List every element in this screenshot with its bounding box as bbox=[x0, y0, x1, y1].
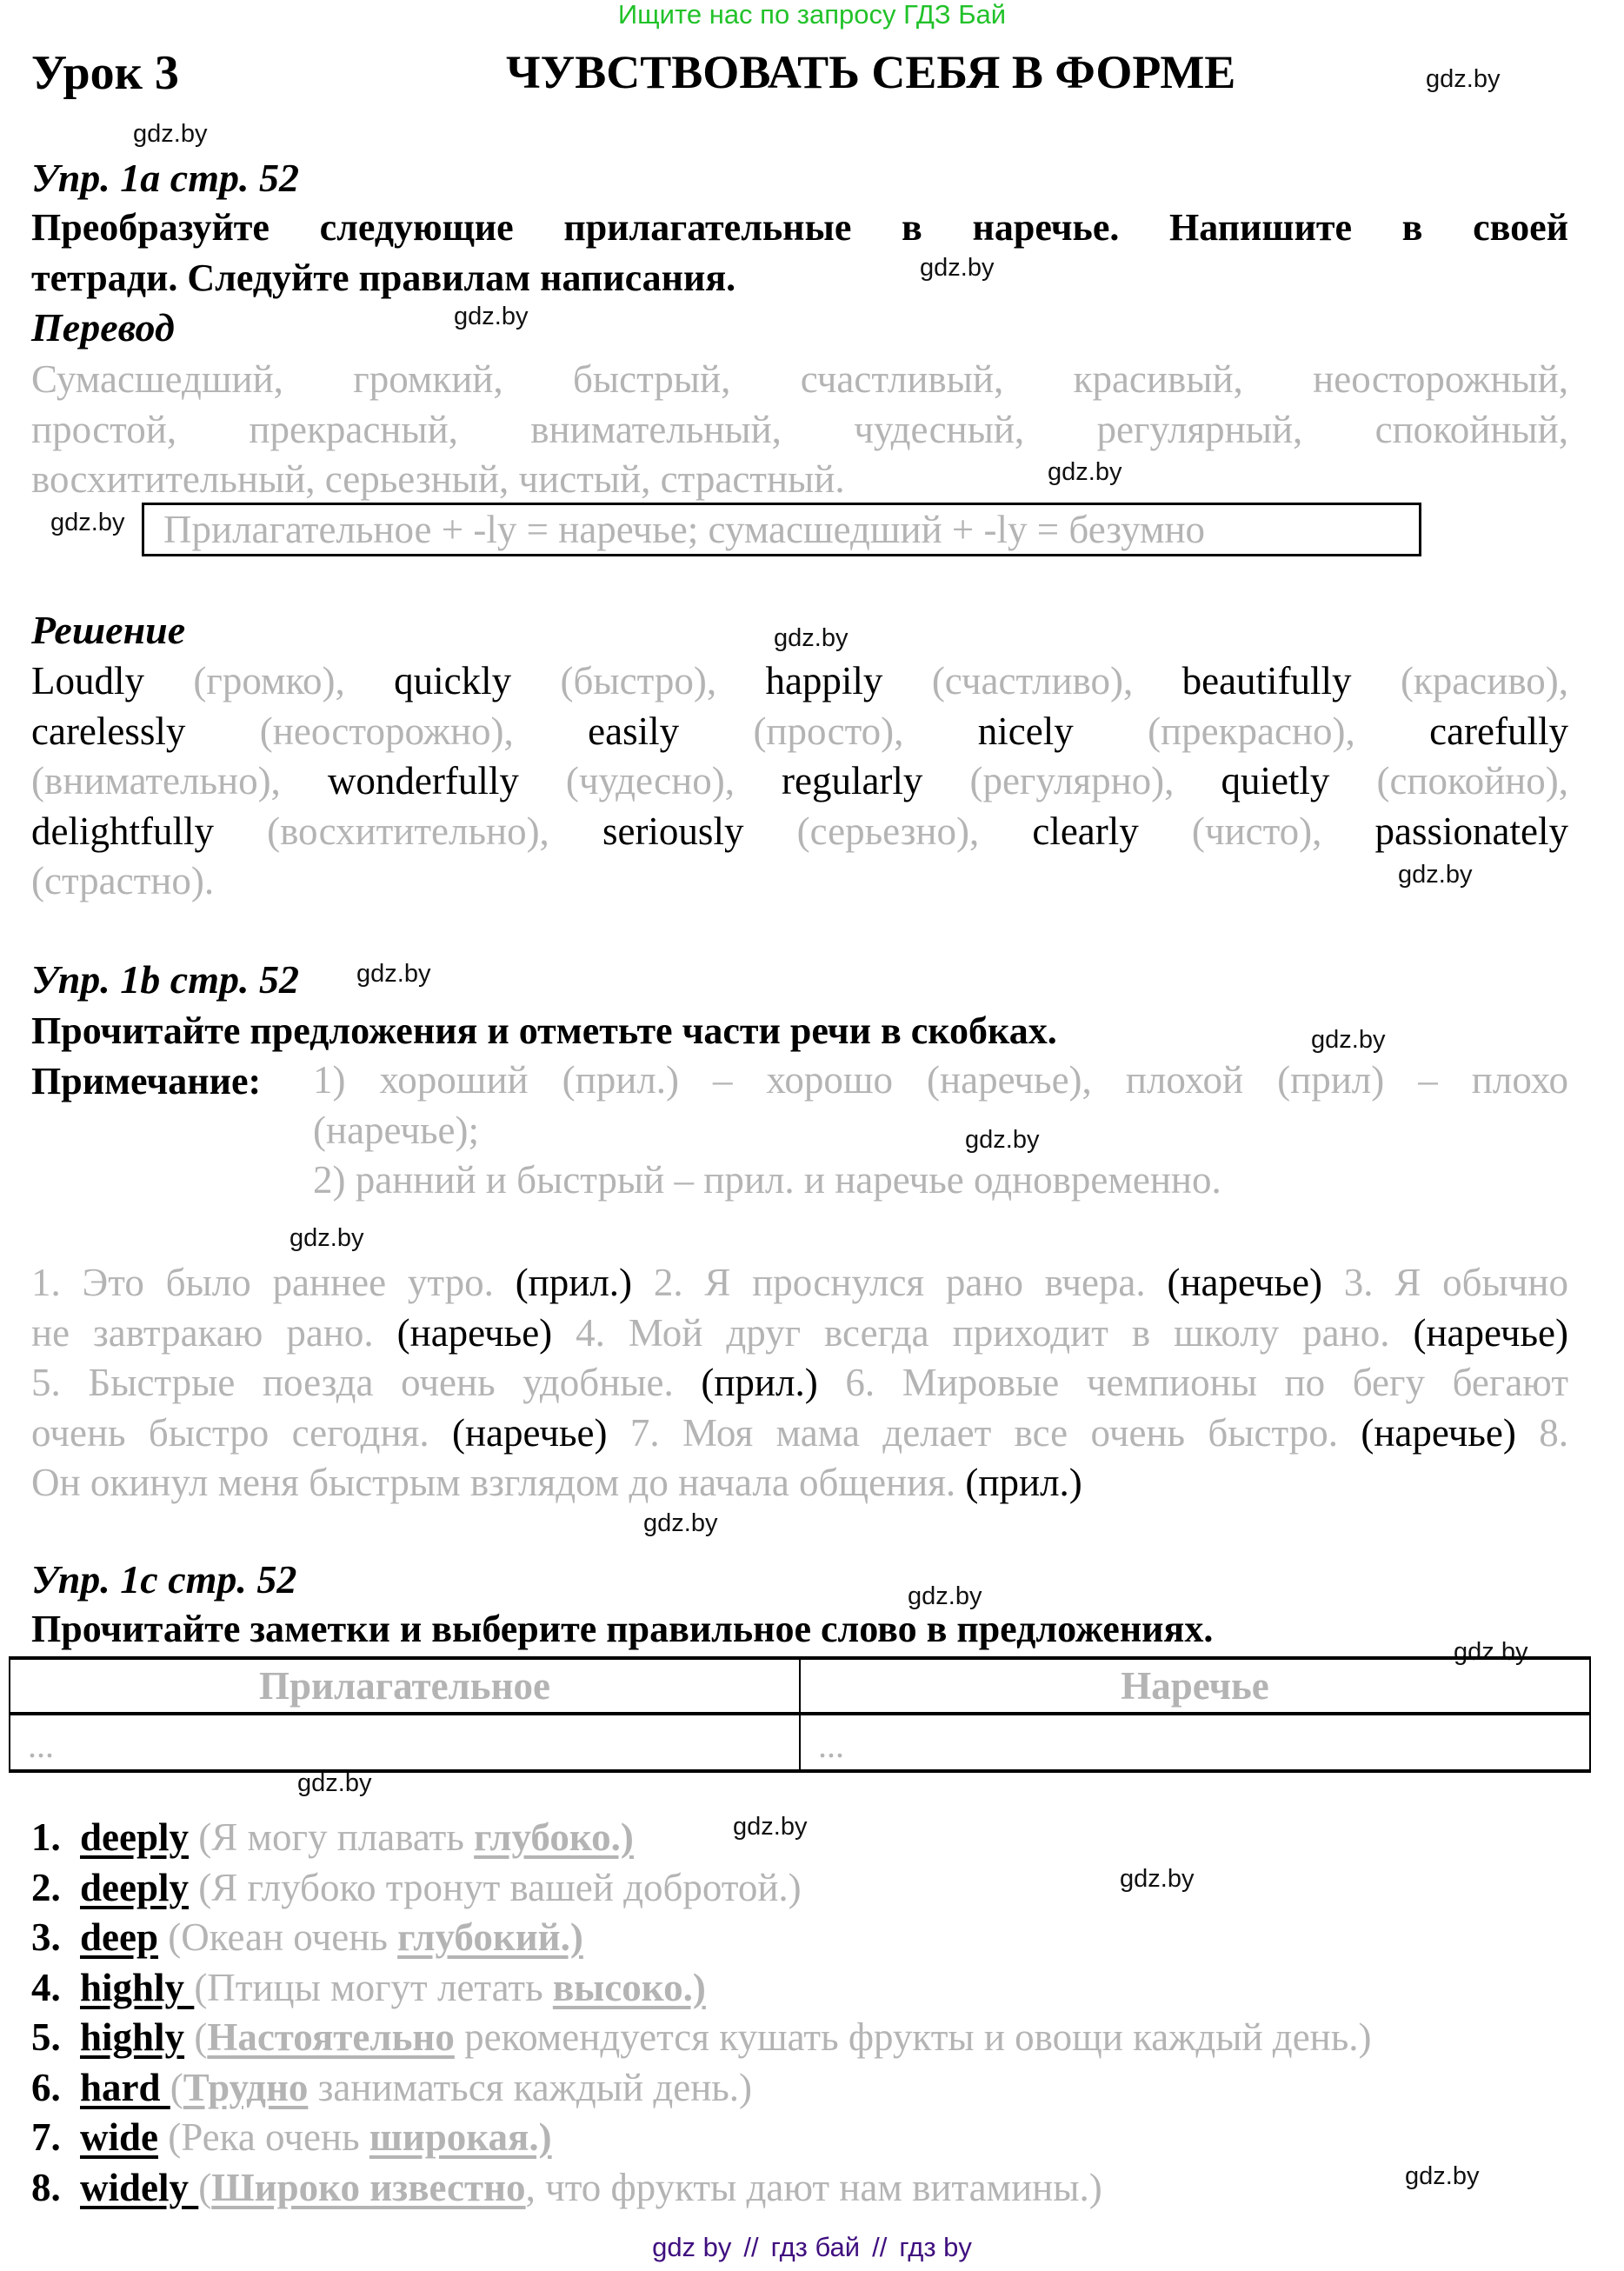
example-text: , что фрукты дают нам витамины.) bbox=[525, 2165, 1102, 2209]
example-text: (Океан очень bbox=[168, 1915, 398, 1959]
hint-text: Он окинул меня быстрым взглядом до начала общения. bbox=[31, 1461, 966, 1504]
exercise-1a-task-line: Преобразуйте следующие прилагательные в наречье. Напишите в своей bbox=[31, 206, 1568, 249]
answer-item bbox=[31, 1913, 1372, 1963]
answer-word: nicely bbox=[977, 709, 1074, 753]
highlighted-word: Широко известно bbox=[211, 2165, 526, 2209]
separator: // bbox=[872, 2232, 888, 2262]
hint-text: 4. Мой друг всегда приходит в школу рано. bbox=[552, 1310, 1414, 1355]
highlighted-word: широкая.) bbox=[369, 2115, 552, 2159]
table-header-adjective: Прилагательное bbox=[10, 1658, 800, 1714]
watermark: gdz.by bbox=[1426, 65, 1501, 93]
hint-text: очень быстро сегодня. bbox=[31, 1410, 452, 1455]
watermark: gdz.by bbox=[1048, 458, 1122, 486]
answer-word: Loudly bbox=[31, 659, 144, 703]
exercise-1c-heading: Упр. 1c стр. 52 bbox=[31, 1557, 297, 1602]
page-title: ЧУВСТВОВАТЬ СЕБЯ В ФОРМЕ bbox=[506, 46, 1236, 98]
answer-word: easily bbox=[588, 709, 680, 753]
watermark: gdz.by bbox=[297, 1769, 372, 1797]
hint-text: 5. Быстрые поезда очень удобные. bbox=[31, 1361, 702, 1404]
text-line bbox=[31, 856, 1568, 907]
answer-word: regularly bbox=[782, 759, 923, 803]
hint-text: (прекрасно), bbox=[1073, 709, 1430, 753]
answer-word: beautifully bbox=[1181, 659, 1352, 703]
watermark: gdz.by bbox=[1120, 1865, 1195, 1893]
hint-text: 6. Мировые чемпионы по бегу бегают bbox=[817, 1361, 1568, 1404]
answer-word: (наречье) bbox=[396, 1310, 553, 1355]
item-number: 3. bbox=[31, 1915, 61, 1959]
answer-word: wonderfully bbox=[327, 759, 519, 803]
text-line bbox=[31, 1258, 1568, 1309]
hint-text: (регулярно), bbox=[922, 759, 1221, 803]
answer-word: (наречье) bbox=[451, 1410, 608, 1455]
rule-text: Прилагательное + -ly = наречье; сумасшедший + -ly = безумно bbox=[163, 508, 1206, 551]
translation-heading: Перевод bbox=[31, 305, 175, 350]
watermark: gdz.by bbox=[133, 120, 208, 148]
parts-of-speech-table bbox=[9, 1656, 1591, 1773]
watermark: gdz.by bbox=[454, 303, 529, 330]
hint-text: 3. Я обычно bbox=[1321, 1261, 1568, 1304]
answer-word: (прил.) bbox=[701, 1361, 818, 1404]
answer-item bbox=[31, 2163, 1372, 2214]
text-line bbox=[31, 1458, 1568, 1508]
solution-heading: Решение bbox=[31, 608, 186, 652]
answers-list bbox=[31, 1813, 1372, 2213]
lesson-number: Урок 3 bbox=[31, 46, 179, 100]
hint-text: (чудесно), bbox=[518, 759, 782, 803]
item-number: 8. bbox=[31, 2165, 61, 2209]
translation-line: простой, прекрасный, внимательный, чудесный, регулярный, спокойный, bbox=[31, 407, 1568, 451]
example-text: (Я глубоко тронут вашей добротой.) bbox=[198, 1865, 802, 1909]
note-line: 1) хороший (прил.) – хорошо (наречье), плохой (прил) – плохо bbox=[313, 1058, 1568, 1102]
hint-text: 1. Это было раннее утро. bbox=[31, 1261, 516, 1304]
footer-link[interactable]: gdz by bbox=[652, 2232, 732, 2262]
answer-word: quickly bbox=[394, 659, 512, 703]
watermark: gdz.by bbox=[965, 1126, 1040, 1154]
text-line bbox=[31, 1409, 1568, 1459]
watermark: gdz.by bbox=[733, 1813, 808, 1841]
hint-text: (счастливо), bbox=[882, 659, 1182, 703]
watermark: gdz.by bbox=[1398, 861, 1473, 889]
translation-line: восхитительный, серьезный, чистый, страстный. bbox=[31, 457, 845, 501]
footer-link[interactable]: гдз by bbox=[899, 2232, 972, 2262]
sentences-text bbox=[31, 1258, 1568, 1508]
answer-word: delightfully bbox=[31, 809, 214, 853]
answer-word: deep bbox=[80, 1915, 158, 1959]
item-number: 1. bbox=[31, 1815, 61, 1859]
watermark: gdz.by bbox=[908, 1582, 982, 1610]
answer-word: happily bbox=[765, 659, 883, 703]
exercise-1a-task-line: тетради. Следуйте правилам написания. bbox=[31, 256, 736, 299]
search-banner[interactable]: Ищите нас по запросу ГДЗ Бай bbox=[617, 0, 1007, 30]
note-label: Примечание: bbox=[31, 1060, 262, 1102]
answer-word: (прил.) bbox=[965, 1461, 1082, 1504]
answer-item bbox=[31, 2113, 1372, 2163]
example-text: (Птицы могут летать bbox=[194, 1965, 553, 2009]
table-cell: ... bbox=[10, 1714, 800, 1771]
hint-text: (громко), bbox=[144, 659, 395, 703]
separator: // bbox=[743, 2232, 759, 2262]
item-number: 4. bbox=[31, 1965, 61, 2009]
note-line: (наречье); bbox=[313, 1108, 480, 1152]
hint-text: не завтракаю рано. bbox=[31, 1310, 397, 1355]
answer-word: wide bbox=[80, 2115, 158, 2159]
answer-word: carelessly bbox=[31, 709, 186, 753]
exercise-1c-task: Прочитайте заметки и выберите правильное слово в предложениях. bbox=[31, 1608, 1214, 1650]
answer-item bbox=[31, 1963, 1372, 2014]
answer-word: carefully bbox=[1429, 709, 1568, 753]
text-line bbox=[31, 756, 1568, 807]
highlighted-word: Трудно bbox=[183, 2065, 309, 2109]
hint-text: (страстно). bbox=[31, 859, 215, 902]
watermark: gdz.by bbox=[920, 254, 995, 282]
text-line bbox=[31, 807, 1568, 857]
hint-text: (восхитительно), bbox=[213, 809, 602, 853]
highlighted-word: глубоко.) bbox=[474, 1815, 634, 1859]
exercise-1b-task: Прочитайте предложения и отметьте части речи в скобках. bbox=[31, 1009, 1057, 1052]
text-line bbox=[31, 656, 1568, 707]
note-text bbox=[313, 1056, 1568, 1206]
answer-word: deeply bbox=[80, 1865, 190, 1909]
footer-links[interactable] bbox=[0, 2232, 1624, 2263]
text-line bbox=[31, 1309, 1568, 1359]
example-text: заниматься каждый день.) bbox=[308, 2065, 753, 2109]
answer-word: deeply bbox=[80, 1815, 190, 1859]
hint-text: (спокойно), bbox=[1329, 759, 1568, 803]
watermark: gdz.by bbox=[643, 1509, 718, 1537]
text-line bbox=[31, 1358, 1568, 1409]
hint-text: 7. Моя мама делает все очень быстро. bbox=[607, 1410, 1361, 1455]
exercise-1b-heading: Упр. 1b стр. 52 bbox=[31, 957, 300, 1002]
example-text: (Река очень bbox=[168, 2115, 369, 2159]
answer-word: quietly bbox=[1221, 759, 1330, 803]
answer-item bbox=[31, 1863, 1372, 1914]
rule-box bbox=[142, 503, 1421, 556]
note-line: 2) ранний и быстрый – прил. и наречье одновременно. bbox=[313, 1158, 1221, 1202]
highlighted-word: глубокий.) bbox=[397, 1915, 583, 1959]
example-text: ( bbox=[198, 2165, 212, 2209]
watermark: gdz.by bbox=[50, 509, 125, 536]
answer-word: highly bbox=[80, 2015, 185, 2059]
answer-item bbox=[31, 2013, 1372, 2063]
item-number: 5. bbox=[31, 2015, 61, 2059]
answer-item bbox=[31, 2063, 1372, 2114]
watermark: gdz.by bbox=[1311, 1026, 1386, 1054]
watermark: gdz.by bbox=[290, 1224, 364, 1252]
watermark: gdz.by bbox=[1405, 2162, 1480, 2190]
translation-line: Сумасшедший, громкий, быстрый, счастливый, красивый, неосторожный, bbox=[31, 357, 1568, 401]
table-cell: ... bbox=[800, 1714, 1590, 1771]
item-number: 2. bbox=[31, 1865, 61, 1909]
answer-word: highly bbox=[80, 1965, 195, 2009]
footer-link[interactable]: гдз бай bbox=[770, 2232, 861, 2262]
answer-word: (прил.) bbox=[515, 1261, 633, 1304]
hint-text: (просто), bbox=[679, 709, 978, 753]
example-text: ( bbox=[170, 2065, 183, 2109]
exercise-1a-heading: Упр. 1a стр. 52 bbox=[31, 156, 300, 200]
watermark: gdz.by bbox=[774, 624, 849, 652]
example-text: ( bbox=[194, 2015, 208, 2059]
answer-word: hard bbox=[80, 2065, 170, 2109]
hint-text: (быстро), bbox=[511, 659, 766, 703]
hint-text: (внимательно), bbox=[31, 759, 328, 803]
text-line bbox=[31, 707, 1568, 757]
answer-word: seriously bbox=[602, 809, 744, 853]
answer-word: (наречье) bbox=[1167, 1261, 1322, 1304]
table-header-adverb: Наречье bbox=[800, 1658, 1590, 1714]
solution-text bbox=[31, 656, 1568, 907]
answer-word: (наречье) bbox=[1413, 1310, 1568, 1355]
answer-item bbox=[31, 1813, 1372, 1863]
answer-word: widely bbox=[80, 2165, 199, 2209]
example-text: рекомендуется кушать фрукты и овощи каждый день.) bbox=[454, 2015, 1372, 2059]
highlighted-word: Настоятельно bbox=[207, 2015, 455, 2059]
translation-text bbox=[31, 355, 1568, 505]
hint-text: (неосторожно), bbox=[185, 709, 589, 753]
answer-word: passionately bbox=[1374, 809, 1568, 853]
item-number: 7. bbox=[31, 2115, 61, 2159]
highlighted-word: высоко.) bbox=[552, 1965, 706, 2009]
hint-text: (чисто), bbox=[1138, 809, 1375, 853]
answer-word: (наречье) bbox=[1361, 1410, 1516, 1455]
watermark: gdz.by bbox=[1454, 1638, 1528, 1666]
watermark: gdz.by bbox=[356, 960, 431, 988]
example-text: (Я могу плавать bbox=[198, 1815, 475, 1859]
item-number: 6. bbox=[31, 2065, 61, 2109]
hint-text: (серьезно), bbox=[743, 809, 1033, 853]
hint-text: 8. bbox=[1515, 1410, 1569, 1455]
hint-text: (красиво), bbox=[1351, 659, 1568, 703]
hint-text: 2. Я проснулся рано вчера. bbox=[632, 1261, 1168, 1304]
answer-word: clearly bbox=[1032, 809, 1139, 853]
